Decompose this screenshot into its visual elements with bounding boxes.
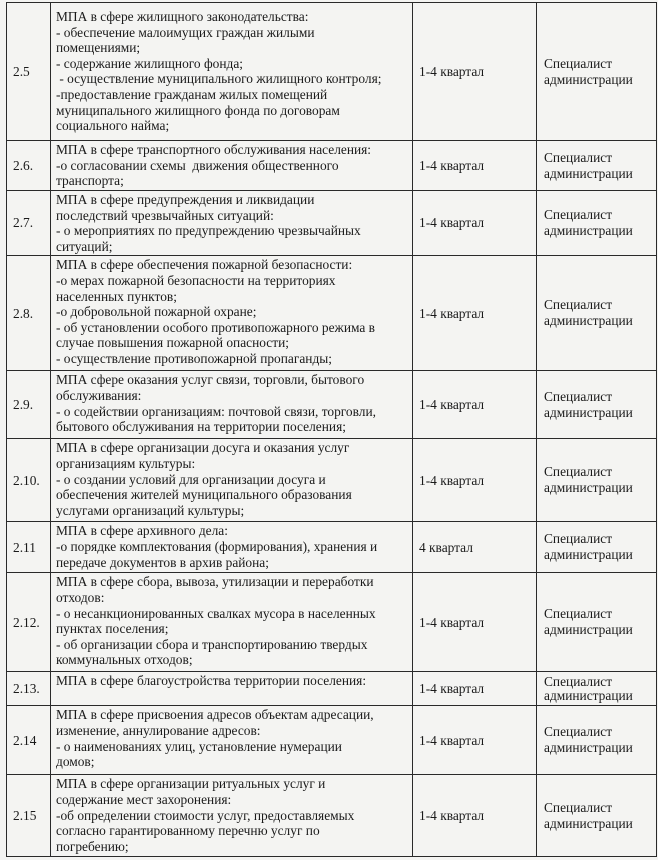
- description-line: пунктах поселения;: [56, 621, 169, 637]
- row-number: 2.7.: [7, 191, 51, 256]
- row-term: 1-4 квартал: [413, 191, 537, 256]
- row-description: [51, 439, 413, 522]
- responsible-line: администрации: [544, 815, 633, 831]
- responsible-line: администрации: [544, 71, 633, 87]
- table-row: [7, 191, 657, 256]
- responsible-line: администрации: [544, 740, 633, 756]
- description-line: отходов:: [56, 589, 105, 605]
- row-responsible: [537, 439, 657, 522]
- table-row: [7, 141, 657, 191]
- row-term: 1-4 квартал: [413, 256, 537, 371]
- row-number: 2.8.: [7, 256, 51, 371]
- description-line: МПА в сфере обеспечения пожарной безопасности:: [56, 257, 353, 273]
- description-line: МПА в сфере организации досуга и оказания услуг: [56, 440, 350, 456]
- row-responsible: [537, 672, 657, 706]
- row-term: 1-4 квартал: [413, 706, 537, 775]
- responsible-line: Специалист: [544, 297, 613, 313]
- description-line: домов;: [56, 754, 95, 770]
- row-responsible: [537, 141, 657, 191]
- description-line: населенных пунктов;: [56, 288, 177, 304]
- responsible-line: администрации: [544, 165, 633, 181]
- description-line: последствий чрезвычайных ситуаций:: [56, 207, 274, 223]
- table-row: [7, 371, 657, 439]
- description-line: МПА сфере оказания услуг связи, торговли, бытового: [56, 372, 365, 388]
- row-number: 2.9.: [7, 371, 51, 439]
- row-description: [51, 3, 413, 141]
- description-line: - содержание жилищного фонда;: [56, 55, 243, 71]
- description-line: случае повышения пожарной опасности;: [56, 335, 289, 351]
- row-description: [51, 256, 413, 371]
- row-responsible: [537, 256, 657, 371]
- description-line: содержание мест захоронения:: [56, 791, 232, 807]
- row-number: 2.6.: [7, 141, 51, 191]
- responsible-line: Специалист: [544, 149, 613, 165]
- description-line: -о мерах пожарной безопасности на территориях: [56, 272, 336, 288]
- description-line: МПА в сфере архивного дела:: [56, 523, 228, 539]
- responsible-line: Специалист: [544, 55, 613, 71]
- description-line: - о содействии организациям: почтовой связи, торговли,: [56, 403, 376, 419]
- row-term: 1-4 квартал: [413, 573, 537, 672]
- description-line: - об установлении особого противопожарного режима в: [56, 319, 375, 335]
- table-row: [7, 573, 657, 672]
- description-line: -о порядке комплектования (формирования), хранения и: [56, 538, 378, 554]
- description-line: коммунальных отходов;: [56, 652, 193, 668]
- row-responsible: [537, 706, 657, 775]
- description-line: передаче документов в архив района;: [56, 554, 269, 570]
- table-row: [7, 439, 657, 522]
- table-row: [7, 775, 657, 857]
- row-responsible: [537, 775, 657, 857]
- responsible-line: администрации: [544, 404, 633, 420]
- row-description: [51, 672, 413, 706]
- row-number: 2.15: [7, 775, 51, 857]
- row-description: [51, 775, 413, 857]
- description-line: -предоставление гражданам жилых помещений: [56, 86, 328, 102]
- row-term: 1-4 квартал: [413, 371, 537, 439]
- row-number: 2.10.: [7, 439, 51, 522]
- description-line: -о согласовании схемы движения общественного: [56, 157, 339, 173]
- description-line: МПА в сфере сбора, вывоза, утилизации и переработки: [56, 574, 374, 590]
- row-responsible: [537, 3, 657, 141]
- table-row: [7, 522, 657, 573]
- description-line: МПА в сфере транспортного обслуживания населения:: [56, 142, 372, 157]
- description-line: -об определении стоимости услуг, предоставляемых: [56, 807, 355, 823]
- description-line: погребению;: [56, 838, 129, 854]
- responsible-line: администрации: [544, 547, 633, 563]
- responsible-line: Специалист: [544, 531, 613, 547]
- row-description: [51, 706, 413, 775]
- row-description: [51, 141, 413, 191]
- description-line: муниципального жилищного фонда по договорам: [56, 102, 340, 118]
- table-row: [7, 256, 657, 371]
- description-line: - осуществление противопожарной пропаганды;: [56, 350, 332, 366]
- row-number: 2.14: [7, 706, 51, 775]
- row-responsible: [537, 573, 657, 672]
- row-number: 2.11: [7, 522, 51, 573]
- responsible-line: Специалист: [544, 799, 613, 815]
- description-line: помещениями;: [56, 40, 141, 56]
- row-responsible: [537, 522, 657, 573]
- description-line: - осуществление муниципального жилищного контроля;: [56, 71, 382, 87]
- description-line: обслуживания:: [56, 387, 142, 403]
- responsible-line: администрации: [544, 480, 633, 496]
- row-description: [51, 573, 413, 672]
- row-term: 1-4 квартал: [413, 672, 537, 706]
- description-line: МПА в сфере благоустройства территории поселения:: [56, 673, 367, 689]
- row-number: 2.5: [7, 3, 51, 141]
- responsible-line: администрации: [544, 313, 633, 329]
- description-line: ситуаций;: [56, 238, 113, 254]
- responsible-line: Специалист: [544, 464, 613, 480]
- row-term: 1-4 квартал: [413, 3, 537, 141]
- description-line: -о добровольной пожарной охране;: [56, 304, 257, 320]
- description-line: МПА в сфере жилищного законодательства:: [56, 9, 309, 24]
- description-line: - о создании условий для организации досуга и: [56, 471, 326, 487]
- row-term: 1-4 квартал: [413, 775, 537, 857]
- description-line: - обеспечение малоимущих граждан жилыми: [56, 24, 315, 40]
- description-line: - о наименованиях улиц, установление нумерации: [56, 738, 342, 754]
- description-line: социального найма;: [56, 118, 170, 134]
- description-line: МПА в сфере организации ритуальных услуг и: [56, 776, 326, 792]
- description-line: транспорта;: [56, 173, 124, 189]
- description-line: услугами организаций культуры;: [56, 502, 245, 518]
- description-line: - о мероприятиях по предупреждению чрезвычайных: [56, 223, 361, 239]
- row-description: [51, 191, 413, 256]
- row-term: 1-4 квартал: [413, 439, 537, 522]
- description-line: МПА в сфере предупреждения и ликвидации: [56, 192, 315, 207]
- description-line: бытового обслуживания на территории поселения;: [56, 419, 346, 435]
- description-line: МПА в сфере присвоения адресов объектам адресации,: [56, 707, 374, 723]
- row-number: 2.12.: [7, 573, 51, 672]
- row-term: 4 квартал: [413, 522, 537, 573]
- row-description: [51, 522, 413, 573]
- responsible-line: Специалист: [544, 388, 613, 404]
- row-description: [51, 371, 413, 439]
- responsible-line: Специалист: [544, 207, 613, 223]
- row-responsible: [537, 371, 657, 439]
- plan-table: [6, 2, 657, 857]
- responsible-line: Специалист: [544, 674, 613, 689]
- row-term: 1-4 квартал: [413, 141, 537, 191]
- responsible-line: Специалист: [544, 724, 613, 740]
- description-line: изменение, аннулирование адресов:: [56, 722, 261, 738]
- table-row: [7, 672, 657, 706]
- responsible-line: администрации: [544, 688, 633, 703]
- description-line: - о несанкционированных свалках мусора в населенных: [56, 605, 376, 621]
- description-line: - об организации сбора и транспортированию твердых: [56, 636, 368, 652]
- row-responsible: [537, 191, 657, 256]
- table-row: [7, 3, 657, 141]
- row-number: 2.13.: [7, 672, 51, 706]
- table-row: [7, 706, 657, 775]
- responsible-line: Специалист: [544, 606, 613, 622]
- responsible-line: администрации: [544, 622, 633, 638]
- responsible-line: администрации: [544, 223, 633, 239]
- description-line: обеспечения жителей муниципального образования: [56, 487, 352, 503]
- plan-table-body: [7, 3, 657, 857]
- description-line: согласно гарантированному перечню услуг по: [56, 823, 320, 839]
- description-line: организациям культуры:: [56, 455, 196, 471]
